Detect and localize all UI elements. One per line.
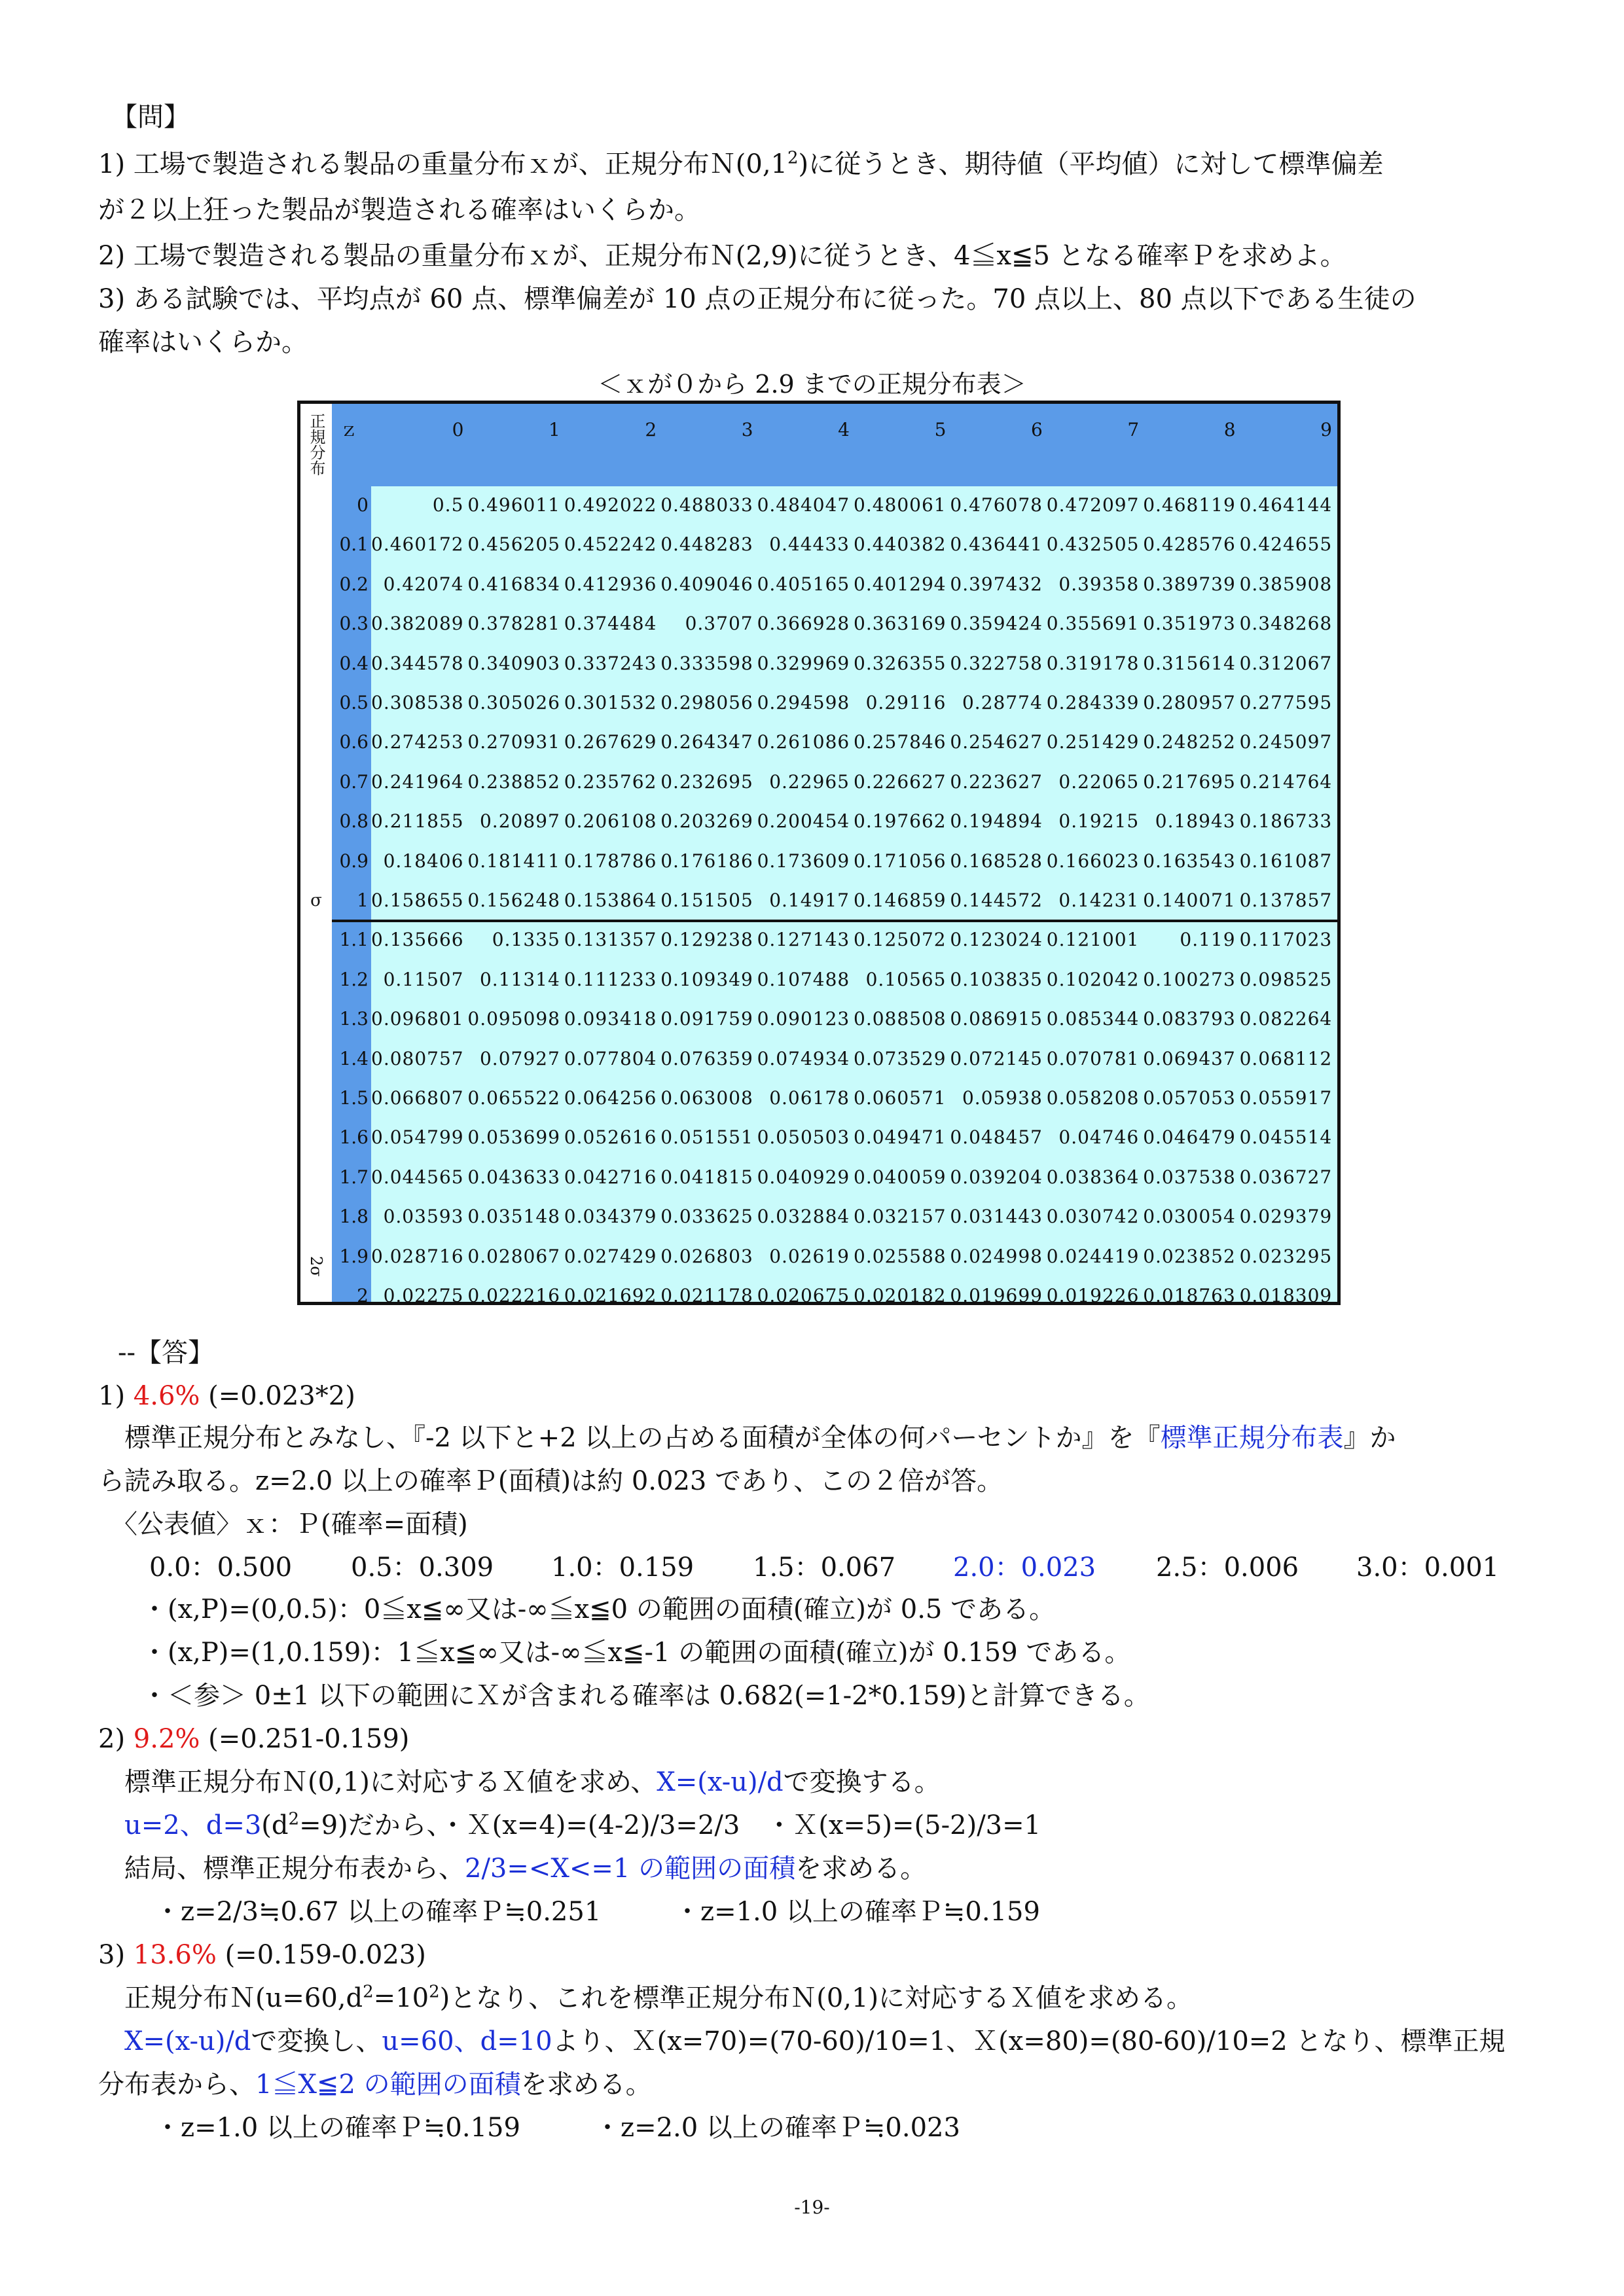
z-value: 0.5 bbox=[339, 692, 369, 713]
answer-3-line3: 分布表から、1≦X≦2 の範囲の面積を求める。 bbox=[98, 2070, 652, 2100]
table-cell: 0.069437 bbox=[1143, 1047, 1236, 1069]
table-cell: 0.065522 bbox=[467, 1087, 560, 1109]
answer-3: 3) 13.6% (=0.159-0.023) bbox=[98, 1940, 426, 1970]
table-cell: 0.161087 bbox=[1239, 850, 1333, 872]
z-value: 1.4 bbox=[339, 1047, 369, 1069]
table-cell: 0.456205 bbox=[467, 533, 560, 556]
table-cell: 0.040059 bbox=[854, 1166, 947, 1188]
table-cell: 0.11507 bbox=[383, 968, 464, 990]
table-cell: 0.412936 bbox=[564, 573, 657, 595]
table-cell: 0.129238 bbox=[660, 929, 753, 951]
sigma-label: σ bbox=[310, 891, 322, 910]
table-cell: 0.29116 bbox=[865, 692, 947, 713]
answer-2-line1: 標準正規分布Ｎ(0,1)に対応するＸ値を求め、X=(x-u)/dで変換する。 bbox=[98, 1767, 941, 1797]
answer-3-line4b: ・z=2.0 以上の確率Ｐ≒0.023 bbox=[594, 2113, 960, 2143]
table-cell: 0.424655 bbox=[1239, 533, 1333, 556]
column-header: 6 bbox=[1030, 419, 1043, 440]
question-3-cont: 確率はいくらか。 bbox=[98, 327, 308, 357]
table-cell: 0.226627 bbox=[854, 770, 947, 793]
table-cell: 0.095098 bbox=[467, 1008, 560, 1030]
table-cell: 0.052616 bbox=[564, 1126, 657, 1149]
answer-2-line4a: ・z=2/3≒0.67 以上の確率Ｐ≒0.251 bbox=[154, 1897, 602, 1927]
table-cell: 0.448283 bbox=[660, 533, 753, 556]
table-cell: 0.476078 bbox=[950, 494, 1043, 516]
table-cell: 0.080757 bbox=[371, 1047, 464, 1069]
table-cell: 0.088508 bbox=[854, 1008, 947, 1030]
table-cell: 0.037538 bbox=[1143, 1166, 1236, 1188]
table-cell: 0.040929 bbox=[757, 1166, 850, 1188]
table-cell: 0.049471 bbox=[854, 1126, 947, 1149]
answer-1-line2: ら読み取る。z=2.0 以上の確率Ｐ(面積)は約 0.023 であり、この２倍が答。 bbox=[98, 1466, 1003, 1496]
table-cell: 0.151505 bbox=[660, 889, 753, 911]
table-cell: 0.045514 bbox=[1239, 1126, 1333, 1149]
table-cell: 0.10565 bbox=[865, 968, 947, 990]
table-cell: 0.248252 bbox=[1143, 731, 1236, 753]
table-cell: 0.082264 bbox=[1239, 1008, 1333, 1030]
table-cell: 0.053699 bbox=[467, 1126, 560, 1149]
table-cell: 0.156248 bbox=[467, 889, 560, 911]
table-cell: 0.409046 bbox=[660, 573, 753, 595]
table-cell: 0.055917 bbox=[1239, 1087, 1333, 1109]
table-cell: 0.064256 bbox=[564, 1087, 657, 1109]
table-cell: 0.366928 bbox=[757, 613, 850, 635]
public-value-3: 3.0：0.001 bbox=[1356, 1552, 1500, 1583]
table-cell: 0.19215 bbox=[1058, 810, 1140, 833]
table-cell: 0.344578 bbox=[371, 652, 464, 674]
public-value-2-5: 2.5：0.006 bbox=[1156, 1552, 1299, 1583]
table-cell: 0.397432 bbox=[950, 573, 1043, 595]
table-cell: 0.3707 bbox=[685, 613, 753, 635]
table-cell: 0.348268 bbox=[1239, 613, 1333, 635]
table-cell: 0.257846 bbox=[854, 731, 947, 753]
table-cell: 0.284339 bbox=[1046, 692, 1140, 713]
answer-2-line4b: ・z=1.0 以上の確率Ｐ≒0.159 bbox=[674, 1897, 1040, 1927]
table-cell: 0.223627 bbox=[950, 770, 1043, 793]
table-cell: 0.090123 bbox=[757, 1008, 850, 1030]
table-cell: 0.305026 bbox=[467, 692, 560, 713]
table-cell: 0.07927 bbox=[479, 1047, 560, 1069]
table-cell: 0.125072 bbox=[854, 929, 947, 951]
table-cell: 0.22965 bbox=[769, 770, 850, 793]
table-cell: 0.063008 bbox=[660, 1087, 753, 1109]
table-cell: 0.1335 bbox=[492, 929, 560, 951]
table-cell: 0.068112 bbox=[1239, 1047, 1333, 1069]
table-cell: 0.028716 bbox=[371, 1245, 464, 1267]
z-value: 2 bbox=[357, 1285, 369, 1306]
table-divider bbox=[332, 920, 1337, 922]
public-value-1-5: 1.5：0.067 bbox=[753, 1552, 896, 1583]
table-cell: 0.127143 bbox=[757, 929, 850, 951]
table-cell: 0.173609 bbox=[757, 850, 850, 872]
table-cell: 0.214764 bbox=[1239, 770, 1333, 793]
table-cell: 0.472097 bbox=[1046, 494, 1140, 516]
table-cell: 0.488033 bbox=[660, 494, 753, 516]
table-cell: 0.140071 bbox=[1143, 889, 1236, 911]
table-cell: 0.030742 bbox=[1046, 1206, 1140, 1228]
table-cell: 0.100273 bbox=[1143, 968, 1236, 990]
table-cell: 0.14917 bbox=[769, 889, 850, 911]
table-cell: 0.340903 bbox=[467, 652, 560, 674]
z-value: 1.8 bbox=[339, 1206, 369, 1228]
table-cell: 0.066807 bbox=[371, 1087, 464, 1109]
table-cell: 0.032884 bbox=[757, 1206, 850, 1228]
two-sigma-label: 2σ bbox=[307, 1256, 325, 1277]
table-cell: 0.274253 bbox=[371, 731, 464, 753]
z-value: 1.9 bbox=[339, 1245, 369, 1267]
table-cell: 0.024419 bbox=[1046, 1245, 1140, 1267]
table-cell: 0.401294 bbox=[854, 573, 947, 595]
table-cell: 0.261086 bbox=[757, 731, 850, 753]
column-header: 5 bbox=[934, 419, 947, 440]
question-3: 3) ある試験では、平均点が 60 点、標準偏差が 10 点の正規分布に従った。70 点以上、80 点以下である生徒の bbox=[98, 284, 1416, 314]
z-value: 1.3 bbox=[339, 1008, 369, 1030]
table-cell: 0.28774 bbox=[962, 692, 1043, 713]
question-heading: 【問】 bbox=[111, 102, 190, 132]
table-cell: 0.019226 bbox=[1046, 1285, 1140, 1306]
table-cell: 0.028067 bbox=[467, 1245, 560, 1267]
table-cell: 0.351973 bbox=[1143, 613, 1236, 635]
table-side-column bbox=[300, 404, 334, 1302]
column-header: 3 bbox=[741, 419, 753, 440]
table-cell: 0.024998 bbox=[950, 1245, 1043, 1267]
table-cell: 0.135666 bbox=[371, 929, 464, 951]
table-cell: 0.083793 bbox=[1143, 1008, 1236, 1030]
public-value-0: 0.0：0.500 bbox=[149, 1552, 293, 1583]
table-cell: 0.18406 bbox=[383, 850, 464, 872]
table-cell: 0.146859 bbox=[854, 889, 947, 911]
table-cell: 0.131357 bbox=[564, 929, 657, 951]
table-cell: 0.091759 bbox=[660, 1008, 753, 1030]
table-cell: 0.267629 bbox=[564, 731, 657, 753]
table-cell: 0.5 bbox=[432, 494, 464, 516]
answer-3-line4a: ・z=1.0 以上の確率Ｐ≒0.159 bbox=[154, 2113, 520, 2143]
table-cell: 0.086915 bbox=[950, 1008, 1043, 1030]
public-value-0-5: 0.5：0.309 bbox=[351, 1552, 494, 1583]
z-value: 0.2 bbox=[339, 573, 369, 595]
answer-2-line2: u=2、$d=3(d^2=9)$だから、・Ｘ(x=4)=(4-2)/3=2/3 ・Ｘ(x=5)=(5-2)/3=1 bbox=[98, 1809, 1041, 1840]
z-value: 0.3 bbox=[339, 613, 369, 635]
table-cell: 0.238852 bbox=[467, 770, 560, 793]
table-cell: 0.322758 bbox=[950, 652, 1043, 674]
answer-1-line1: 標準正規分布とみなし、『-2 以下と+2 以上の占める面積が全体の何パーセントか』を『標準正規分布表』か bbox=[98, 1423, 1396, 1453]
table-cell: 0.057053 bbox=[1143, 1087, 1236, 1109]
z-value: 0.1 bbox=[339, 533, 369, 556]
z-value: 0.6 bbox=[339, 731, 369, 753]
answer-1: 1) 4.6% (=0.023*2) bbox=[98, 1381, 355, 1411]
table-cell: 0.144572 bbox=[950, 889, 1043, 911]
table-cell: 0.264347 bbox=[660, 731, 753, 753]
question-1-cont: が２以上狂った製品が製造される確率はいくらか。 bbox=[98, 195, 700, 225]
table-cell: 0.020675 bbox=[757, 1285, 850, 1306]
table-cell: 0.03593 bbox=[383, 1206, 464, 1228]
table-cell: 0.042716 bbox=[564, 1166, 657, 1188]
table-cell: 0.163543 bbox=[1143, 850, 1236, 872]
table-cell: 0.245097 bbox=[1239, 731, 1333, 753]
column-header: 2 bbox=[645, 419, 657, 440]
table-cell: 0.073529 bbox=[854, 1047, 947, 1069]
table-cell: 0.42074 bbox=[383, 573, 464, 595]
question-1: 1) 工場で製造される製品の重量分布ｘが、正規分布$N(0,1^2)$に従うとき、期待値（平均値）に対して標準偏差 bbox=[98, 148, 1384, 179]
table-cell: 0.374484 bbox=[564, 613, 657, 635]
public-value-2: 2.0：0.023 bbox=[953, 1552, 1096, 1583]
table-cell: 0.025588 bbox=[854, 1245, 947, 1267]
table-cell: 0.058208 bbox=[1046, 1087, 1140, 1109]
table-cell: 0.496011 bbox=[467, 494, 560, 516]
z-value: 0 bbox=[357, 494, 369, 516]
question-2: 2) 工場で製造される製品の重量分布ｘが、正規分布Ｎ(2,9)に従うとき、4≦x≦5 となる確率Ｐを求めよ。 bbox=[98, 241, 1346, 271]
table-cell: 0.048457 bbox=[950, 1126, 1043, 1149]
table-cell: 0.452242 bbox=[564, 533, 657, 556]
table-cell: 0.137857 bbox=[1239, 889, 1333, 911]
table-cell: 0.18943 bbox=[1155, 810, 1236, 833]
table-cell: 0.019699 bbox=[950, 1285, 1043, 1306]
table-cell: 0.05938 bbox=[962, 1087, 1043, 1109]
table-cell: 0.077804 bbox=[564, 1047, 657, 1069]
table-cell: 0.333598 bbox=[660, 652, 753, 674]
table-cell: 0.254627 bbox=[950, 731, 1043, 753]
table-cell: 0.200454 bbox=[757, 810, 850, 833]
table-cell: 0.060571 bbox=[854, 1087, 947, 1109]
z-value: 1.2 bbox=[339, 968, 369, 990]
table-title: ＜ｘが０から 2.9 までの正規分布表＞ bbox=[598, 370, 1026, 399]
table-cell: 0.206108 bbox=[564, 810, 657, 833]
table-cell: 0.038364 bbox=[1046, 1166, 1140, 1188]
table-cell: 0.178786 bbox=[564, 850, 657, 872]
table-cell: 0.029379 bbox=[1239, 1206, 1333, 1228]
table-cell: 0.241964 bbox=[371, 770, 464, 793]
table-cell: 0.168528 bbox=[950, 850, 1043, 872]
table-cell: 0.111233 bbox=[564, 968, 657, 990]
table-cell: 0.194894 bbox=[950, 810, 1043, 833]
table-cell: 0.054799 bbox=[371, 1126, 464, 1149]
table-cell: 0.363169 bbox=[854, 613, 947, 635]
table-cell: 0.14231 bbox=[1058, 889, 1140, 911]
table-corner-label: 正規分布 bbox=[307, 413, 325, 476]
table-cell: 0.031443 bbox=[950, 1206, 1043, 1228]
table-cell: 0.121001 bbox=[1046, 929, 1140, 951]
table-cell: 0.02275 bbox=[383, 1285, 464, 1306]
table-cell: 0.107488 bbox=[757, 968, 850, 990]
table-cell: 0.405165 bbox=[757, 573, 850, 595]
table-cell: 0.337243 bbox=[564, 652, 657, 674]
table-cell: 0.044565 bbox=[371, 1166, 464, 1188]
z-value: 0.7 bbox=[339, 770, 369, 793]
table-cell: 0.270931 bbox=[467, 731, 560, 753]
column-header: 9 bbox=[1320, 419, 1332, 440]
table-cell: 0.032157 bbox=[854, 1206, 947, 1228]
table-cell: 0.018309 bbox=[1239, 1285, 1333, 1306]
table-cell: 0.06178 bbox=[769, 1087, 850, 1109]
table-cell: 0.22065 bbox=[1058, 770, 1140, 793]
table-cell: 0.072145 bbox=[950, 1047, 1043, 1069]
table-cell: 0.04746 bbox=[1058, 1126, 1140, 1149]
table-cell: 0.050503 bbox=[757, 1126, 850, 1149]
table-cell: 0.166023 bbox=[1046, 850, 1140, 872]
table-cell: 0.211855 bbox=[371, 810, 464, 833]
public-value-1: 1.0：0.159 bbox=[551, 1552, 695, 1583]
table-cell: 0.359424 bbox=[950, 613, 1043, 635]
table-cell: 0.022216 bbox=[467, 1285, 560, 1306]
table-cell: 0.298056 bbox=[660, 692, 753, 713]
table-cell: 0.315614 bbox=[1143, 652, 1236, 674]
table-cell: 0.109349 bbox=[660, 968, 753, 990]
table-cell: 0.277595 bbox=[1239, 692, 1333, 713]
z-value: 1.1 bbox=[339, 929, 369, 951]
answer-3-line2: X=(x-u)/dで変換し、u=60、d=10より、Ｘ(x=70)=(70-60)/10=1、Ｘ(x=80)=(80-60)/10=2 となり、標準正規 bbox=[98, 2026, 1506, 2056]
table-cell: 0.171056 bbox=[854, 850, 947, 872]
column-header: 4 bbox=[838, 419, 850, 440]
table-cell: 0.294598 bbox=[757, 692, 850, 713]
table-cell: 0.326355 bbox=[854, 652, 947, 674]
table-cell: 0.023295 bbox=[1239, 1245, 1333, 1267]
table-cell: 0.11314 bbox=[479, 968, 560, 990]
column-header: 1 bbox=[548, 419, 560, 440]
table-cell: 0.035148 bbox=[467, 1206, 560, 1228]
table-cell: 0.232695 bbox=[660, 770, 753, 793]
table-cell: 0.102042 bbox=[1046, 968, 1140, 990]
table-cell: 0.119 bbox=[1180, 929, 1236, 951]
table-cell: 0.382089 bbox=[371, 613, 464, 635]
table-cell: 0.301532 bbox=[564, 692, 657, 713]
column-header: 7 bbox=[1127, 419, 1140, 440]
answer-1-bullet-1: ・(x,P)=(0,0.5)：0≦x≦∞又は-∞≦x≦0 の範囲の面積(確立)が 0.5 である。 bbox=[141, 1594, 1056, 1624]
table-cell: 0.480061 bbox=[854, 494, 947, 516]
table-cell: 0.033625 bbox=[660, 1206, 753, 1228]
table-cell: 0.036727 bbox=[1239, 1166, 1333, 1188]
table-cell: 0.436441 bbox=[950, 533, 1043, 556]
table-cell: 0.043633 bbox=[467, 1166, 560, 1188]
table-cell: 0.153864 bbox=[564, 889, 657, 911]
answer-2: 2) 9.2% (=0.251-0.159) bbox=[98, 1724, 410, 1754]
table-cell: 0.460172 bbox=[371, 533, 464, 556]
table-cell: 0.464144 bbox=[1239, 494, 1333, 516]
table-cell: 0.176186 bbox=[660, 850, 753, 872]
z-value: 1.7 bbox=[339, 1166, 369, 1188]
table-cell: 0.046479 bbox=[1143, 1126, 1236, 1149]
z-value: 1.5 bbox=[339, 1087, 369, 1109]
z-header: ｚ bbox=[339, 419, 358, 440]
table-cell: 0.186733 bbox=[1239, 810, 1333, 833]
table-cell: 0.20897 bbox=[479, 810, 560, 833]
table-cell: 0.123024 bbox=[950, 929, 1043, 951]
table-cell: 0.385908 bbox=[1239, 573, 1333, 595]
z-value: 1 bbox=[357, 889, 369, 911]
table-cell: 0.308538 bbox=[371, 692, 464, 713]
table-cell: 0.023852 bbox=[1143, 1245, 1236, 1267]
z-value: 0.9 bbox=[339, 850, 369, 872]
table-cell: 0.021692 bbox=[564, 1285, 657, 1306]
table-cell: 0.096801 bbox=[371, 1008, 464, 1030]
table-cell: 0.027429 bbox=[564, 1245, 657, 1267]
table-cell: 0.074934 bbox=[757, 1047, 850, 1069]
table-cell: 0.093418 bbox=[564, 1008, 657, 1030]
table-cell: 0.02619 bbox=[769, 1245, 850, 1267]
table-cell: 0.468119 bbox=[1143, 494, 1236, 516]
z-value: 1.6 bbox=[339, 1126, 369, 1149]
answer-1-line3: 〈公表値〉ｘ：Ｐ(確率=面積) bbox=[111, 1509, 468, 1539]
table-cell: 0.203269 bbox=[660, 810, 753, 833]
table-cell: 0.098525 bbox=[1239, 968, 1333, 990]
table-cell: 0.440382 bbox=[854, 533, 947, 556]
table-cell: 0.085344 bbox=[1046, 1008, 1140, 1030]
table-cell: 0.020182 bbox=[854, 1285, 947, 1306]
table-cell: 0.039204 bbox=[950, 1166, 1043, 1188]
table-cell: 0.030054 bbox=[1143, 1206, 1236, 1228]
table-cell: 0.280957 bbox=[1143, 692, 1236, 713]
table-cell: 0.041815 bbox=[660, 1166, 753, 1188]
table-cell: 0.378281 bbox=[467, 613, 560, 635]
table-cell: 0.217695 bbox=[1143, 770, 1236, 793]
table-cell: 0.158655 bbox=[371, 889, 464, 911]
table-cell: 0.026803 bbox=[660, 1245, 753, 1267]
table-cell: 0.44433 bbox=[769, 533, 850, 556]
table-cell: 0.018763 bbox=[1143, 1285, 1236, 1306]
table-cell: 0.197662 bbox=[854, 810, 947, 833]
answer-2-line3: 結局、標準正規分布表から、2/3=<X<=1 の範囲の面積を求める。 bbox=[98, 1854, 927, 1884]
answer-1-bullet-2: ・(x,P)=(1,0.159)：1≦x≦∞又は-∞≦x≦-1 の範囲の面積(確立)が 0.159 である。 bbox=[141, 1638, 1131, 1668]
table-cell: 0.319178 bbox=[1046, 652, 1140, 674]
table-cell: 0.428576 bbox=[1143, 533, 1236, 556]
z-value: 0.4 bbox=[339, 652, 369, 674]
column-header: 8 bbox=[1223, 419, 1236, 440]
normal-distribution-table bbox=[297, 401, 1341, 1305]
page-number: -19- bbox=[794, 2197, 830, 2218]
z-value: 0.8 bbox=[339, 810, 369, 833]
table-cell: 0.389739 bbox=[1143, 573, 1236, 595]
table-cell: 0.39358 bbox=[1058, 573, 1140, 595]
table-cell: 0.021178 bbox=[660, 1285, 753, 1306]
table-cell: 0.051551 bbox=[660, 1126, 753, 1149]
table-cell: 0.355691 bbox=[1046, 613, 1140, 635]
table-cell: 0.492022 bbox=[564, 494, 657, 516]
table-cell: 0.117023 bbox=[1239, 929, 1333, 951]
table-cell: 0.181411 bbox=[467, 850, 560, 872]
table-cell: 0.416834 bbox=[467, 573, 560, 595]
table-cell: 0.103835 bbox=[950, 968, 1043, 990]
answer-heading: --【答】 bbox=[118, 1338, 215, 1368]
answer-1-bullet-3: ・＜参＞ 0±1 以下の範囲にＸが含まれる確率は 0.682(=1-2*0.159)と計算できる。 bbox=[141, 1681, 1150, 1711]
table-cell: 0.312067 bbox=[1239, 652, 1333, 674]
column-header: 0 bbox=[452, 419, 464, 440]
answer-3-line1: 正規分布$N(u=60,d^2=10^2)$となり、これを標準正規分布Ｎ(0,1)に対応するＸ値を求める。 bbox=[98, 1982, 1193, 2013]
table-cell: 0.076359 bbox=[660, 1047, 753, 1069]
table-cell: 0.484047 bbox=[757, 494, 850, 516]
table-cell: 0.251429 bbox=[1046, 731, 1140, 753]
table-cell: 0.070781 bbox=[1046, 1047, 1140, 1069]
table-cell: 0.432505 bbox=[1046, 533, 1140, 556]
table-cell: 0.034379 bbox=[564, 1206, 657, 1228]
table-cell: 0.235762 bbox=[564, 770, 657, 793]
table-cell: 0.329969 bbox=[757, 652, 850, 674]
